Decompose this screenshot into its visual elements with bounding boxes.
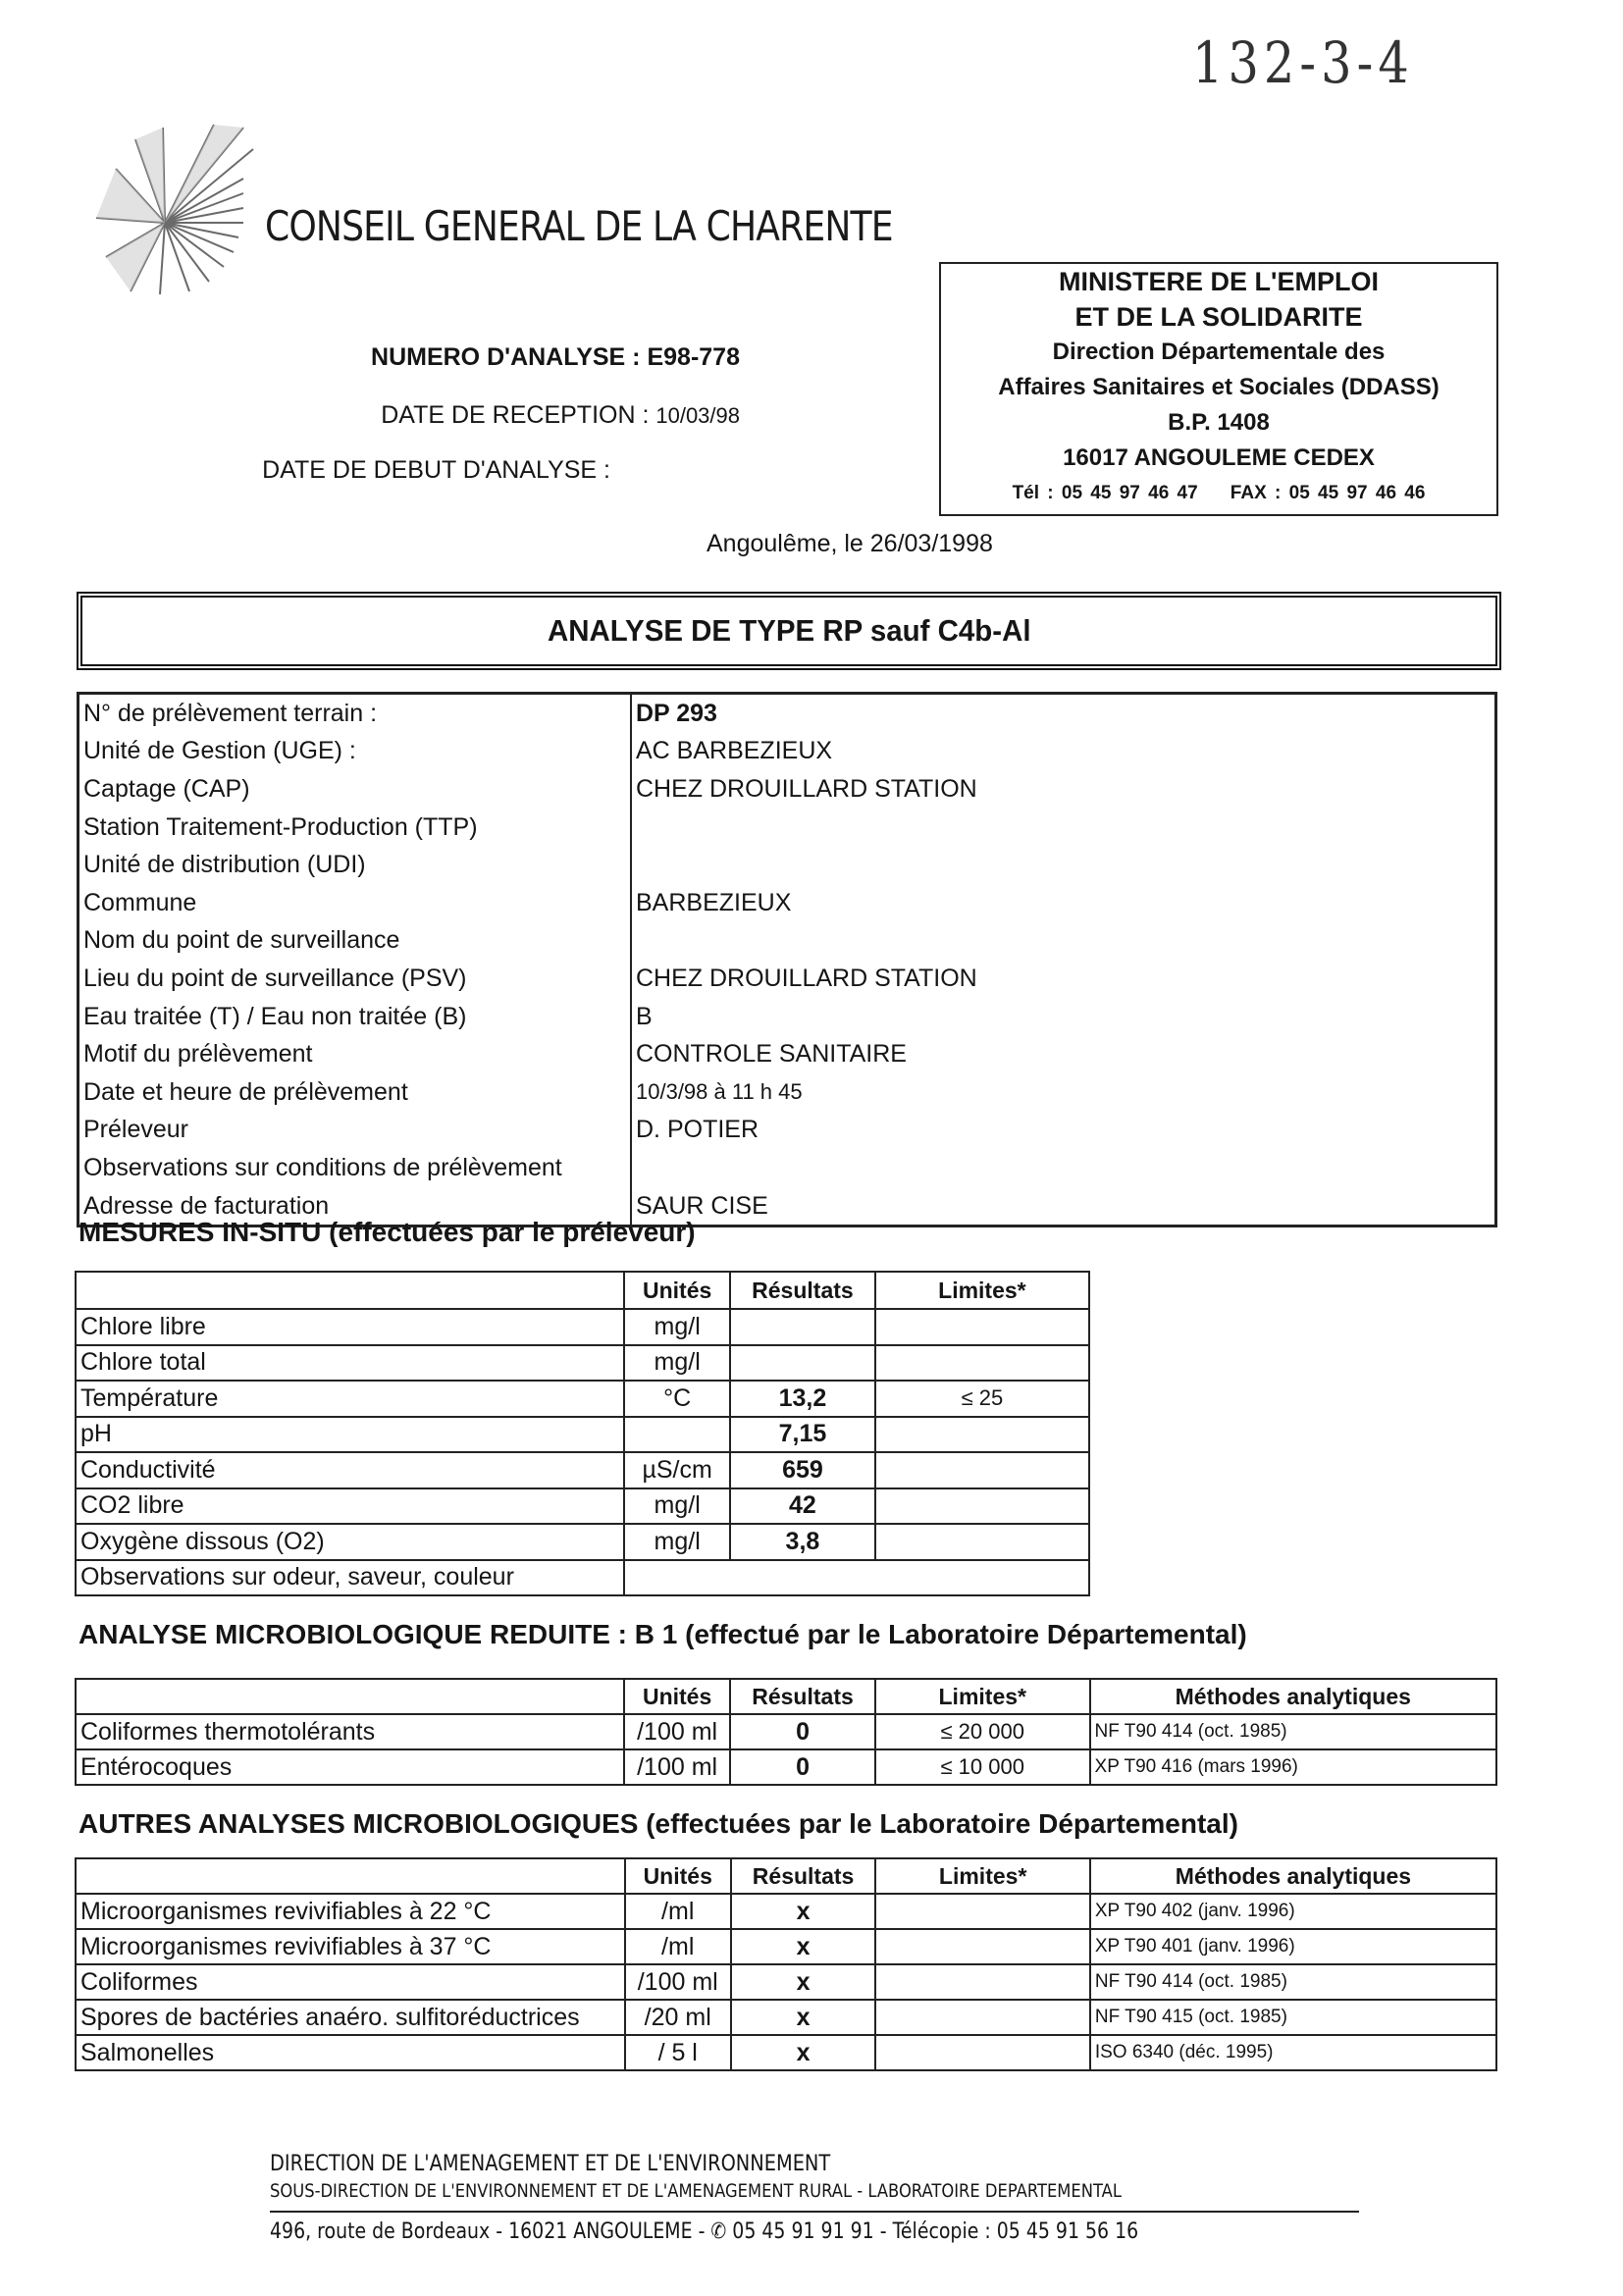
sample-info-label: N° de prélèvement terrain : [79,694,632,733]
micro-result: x [731,1894,876,1929]
in-situ-limit [875,1417,1089,1453]
sample-info-row [79,1112,1496,1150]
in-situ-table [75,1271,1090,1596]
in-situ-result: 13,2 [730,1381,875,1417]
micro-other-title-bold: AUTRES ANALYSES MICROBIOLOGIQUES [79,1808,639,1839]
analysis-number-value: E98-778 [647,343,740,371]
ministry-line-1: MINISTERE DE L'EMPLOI [1059,267,1379,296]
micro-limit [875,1894,1089,1929]
micro-reduced-title-rest: (effectué par le Laboratoire Départemental) [677,1619,1247,1649]
in-situ-param: Oxygène dissous (O2) [76,1524,624,1560]
micro-reduced-header-results: Résultats [730,1679,875,1714]
micro-other-section-title [79,1808,1238,1840]
in-situ-row [76,1381,1089,1417]
sample-info-value [631,922,1496,961]
sample-info-value: BARBEZIEUX [631,884,1496,922]
footer-sub-direction: SOUS-DIRECTION DE L'ENVIRONNEMENT ET DE L'AMENAGEMENT RURAL - LABORATOIRE DEPARTEMENTAL [270,2180,1122,2202]
ministry-line-6: 16017 ANGOULEME CEDEX [1063,444,1375,471]
sample-info-label: Nom du point de surveillance [79,922,632,961]
in-situ-unit: mg/l [624,1524,730,1560]
sample-info-label: Motif du prélèvement [79,1035,632,1073]
in-situ-header-units: Unités [624,1272,730,1309]
sample-info-row [79,846,1496,884]
analysis-number [371,343,740,372]
footer-divider [270,2211,1359,2213]
micro-unit: /100 ml [624,1714,730,1749]
in-situ-result: 7,15 [730,1417,875,1453]
micro-result: x [731,1929,876,1964]
footer-address: 496, route de Bordeaux - 16021 ANGOULEME - ✆ 05 45 91 91 91 - Télécopie : 05 45 91 56 16 [270,2219,1139,2244]
in-situ-unit: °C [624,1381,730,1417]
sample-info-label: Préleveur [79,1112,632,1150]
micro-limit [875,2035,1089,2070]
in-situ-param: Température [76,1381,624,1417]
micro-limit [875,1964,1089,2000]
analysis-start-date-label: DATE DE DEBUT D'ANALYSE : [262,456,610,484]
micro-limit [875,1929,1089,1964]
micro-other-header-param [76,1858,625,1894]
micro-reduced-row [76,1714,1496,1749]
micro-param: Coliformes [76,1964,625,2000]
micro-reduced-header-methods: Méthodes analytiques [1090,1679,1496,1714]
micro-unit: /100 ml [625,1964,731,2000]
in-situ-row [76,1345,1089,1382]
reception-date-value: 10/03/98 [655,403,740,428]
in-situ-limit: ≤ 25 [875,1381,1089,1417]
micro-unit: /20 ml [625,2000,731,2035]
micro-method: XP T90 416 (mars 1996) [1090,1749,1496,1785]
micro-param: Entérocoques [76,1749,624,1785]
footer-direction: DIRECTION DE L'AMENAGEMENT ET DE L'ENVIRONNEMENT [270,2152,831,2176]
in-situ-param: Chlore libre [76,1309,624,1345]
sample-info-label: Eau traitée (T) / Eau non traitée (B) [79,998,632,1036]
organization-title: CONSEIL GENERAL DE LA CHARENTE [265,202,893,250]
in-situ-limit [875,1452,1089,1488]
sample-info-label: Lieu du point de surveillance (PSV) [79,960,632,998]
sample-info-value: 10/3/98 à 11 h 45 [631,1073,1496,1112]
micro-unit: /ml [625,1894,731,1929]
reception-date-label: DATE DE RECEPTION : [381,401,650,429]
micro-limit: ≤ 20 000 [875,1714,1090,1749]
micro-param: Microorganismes revivifiables à 37 °C [76,1929,625,1964]
in-situ-limit [875,1524,1089,1560]
sample-info-label: Captage (CAP) [79,770,632,809]
in-situ-row [76,1452,1089,1488]
in-situ-param: Chlore total [76,1345,624,1382]
micro-param: Coliformes thermotolérants [76,1714,624,1749]
micro-method: XP T90 402 (janv. 1996) [1090,1894,1496,1929]
micro-other-row [76,2035,1496,2070]
sample-info-value: DP 293 [631,694,1496,733]
sample-info-value [631,809,1496,847]
reception-date [381,401,740,430]
micro-other-header-methods: Méthodes analytiques [1090,1858,1496,1894]
in-situ-row [76,1417,1089,1453]
ministry-line-3: Direction Départementale des [1052,339,1386,365]
ministry-address-box [939,262,1498,516]
in-situ-row [76,1309,1089,1345]
micro-result: x [731,1964,876,2000]
micro-reduced-header-limits: Limites* [875,1679,1090,1714]
sample-info-row [79,809,1496,847]
in-situ-param: pH [76,1417,624,1453]
sample-info-value: CHEZ DROUILLARD STATION [631,770,1496,809]
micro-param: Spores de bactéries anaéro. sulfitoréductrices [76,2000,625,2035]
micro-method: ISO 6340 (déc. 1995) [1090,2035,1496,2070]
place-date: Angoulême, le 26/03/1998 [707,530,993,557]
in-situ-observations-row [76,1560,1089,1596]
in-situ-header-param [76,1272,624,1309]
micro-other-row [76,2000,1496,2035]
ministry-contact: Tél : 05 45 97 46 47 FAX : 05 45 97 46 46 [1012,483,1426,503]
micro-method: NF T90 414 (oct. 1985) [1090,1964,1496,2000]
sample-info-row [79,1149,1496,1187]
in-situ-title-bold: MESURES IN-SITU [79,1217,322,1247]
micro-other-row [76,1964,1496,2000]
micro-other-table [75,1857,1497,2071]
micro-unit: /100 ml [624,1749,730,1785]
sample-info-value: CHEZ DROUILLARD STATION [631,960,1496,998]
sample-info-value [631,1149,1496,1187]
handwritten-reference: 132-3-4 [1192,29,1414,96]
micro-method: XP T90 401 (janv. 1996) [1090,1929,1496,1964]
micro-method: NF T90 414 (oct. 1985) [1090,1714,1496,1749]
in-situ-unit: mg/l [624,1488,730,1525]
micro-result: 0 [730,1714,875,1749]
in-situ-limit [875,1309,1089,1345]
micro-result: x [731,2000,876,2035]
analysis-start-date [262,456,610,485]
sample-info-label: Station Traitement-Production (TTP) [79,809,632,847]
sample-info-label: Unité de Gestion (UGE) : [79,733,632,771]
sample-info-label: Observations sur conditions de prélèvement [79,1149,632,1187]
micro-other-row [76,1894,1496,1929]
sample-info-value [631,846,1496,884]
sample-info-label: Commune [79,884,632,922]
analysis-type-box [77,592,1501,670]
in-situ-observations-value [624,1560,1089,1596]
ministry-line-4: Affaires Sanitaires et Sociales (DDASS) [998,374,1440,400]
micro-reduced-section-title [79,1619,1247,1650]
micro-reduced-table [75,1678,1497,1786]
in-situ-title-rest: (effectuées par le préleveur) [321,1217,696,1247]
micro-reduced-title-bold: ANALYSE MICROBIOLOGIQUE REDUITE : B 1 [79,1619,678,1649]
micro-other-title-rest: (effectuées par le Laboratoire Départemental) [638,1808,1238,1839]
sample-info-value: SAUR CISE [631,1187,1496,1226]
micro-reduced-header-units: Unités [624,1679,730,1714]
sample-info-value: B [631,998,1496,1036]
sample-info-row [79,770,1496,809]
in-situ-unit [624,1417,730,1453]
micro-method: NF T90 415 (oct. 1985) [1090,2000,1496,2035]
sample-info-label: Date et heure de prélèvement [79,1073,632,1112]
micro-limit [875,2000,1089,2035]
micro-other-header-limits: Limites* [875,1858,1089,1894]
micro-reduced-header-param [76,1679,624,1714]
micro-reduced-row [76,1749,1496,1785]
micro-unit: / 5 l [625,2035,731,2070]
in-situ-limit [875,1488,1089,1525]
sample-info-row [79,1073,1496,1112]
micro-result: x [731,2035,876,2070]
in-situ-param: CO2 libre [76,1488,624,1525]
in-situ-unit: µS/cm [624,1452,730,1488]
sample-info-table [77,692,1497,1227]
sample-info-row [79,884,1496,922]
in-situ-result [730,1345,875,1382]
in-situ-row [76,1524,1089,1560]
in-situ-unit: mg/l [624,1309,730,1345]
micro-param: Microorganismes revivifiables à 22 °C [76,1894,625,1929]
sample-info-value: AC BARBEZIEUX [631,733,1496,771]
micro-other-header-results: Résultats [731,1858,876,1894]
micro-result: 0 [730,1749,875,1785]
in-situ-limit [875,1345,1089,1382]
in-situ-section-title [79,1217,696,1248]
micro-other-row [76,1929,1496,1964]
in-situ-result: 659 [730,1452,875,1488]
micro-unit: /ml [625,1929,731,1964]
micro-other-header-units: Unités [625,1858,731,1894]
sample-info-row [79,1035,1496,1073]
sample-info-value: D. POTIER [631,1112,1496,1150]
sample-info-row [79,960,1496,998]
analysis-type-title: ANALYSE DE TYPE RP sauf C4b-Al [547,613,1031,648]
analysis-number-label: NUMERO D'ANALYSE : [371,343,641,371]
ministry-line-2: ET DE LA SOLIDARITE [1074,302,1363,332]
in-situ-header-results: Résultats [730,1272,875,1309]
in-situ-result: 42 [730,1488,875,1525]
sample-info-row [79,922,1496,961]
sample-info-value: CONTROLE SANITAIRE [631,1035,1496,1073]
in-situ-row [76,1488,1089,1525]
in-situ-result [730,1309,875,1345]
sample-info-row [79,733,1496,771]
in-situ-header-limits: Limites* [875,1272,1089,1309]
ministry-line-5: B.P. 1408 [1168,409,1270,436]
sample-info-label: Adresse de facturation [79,1187,632,1226]
in-situ-result: 3,8 [730,1524,875,1560]
in-situ-param: Conductivité [76,1452,624,1488]
sample-info-row [79,998,1496,1036]
micro-limit: ≤ 10 000 [875,1749,1090,1785]
micro-param: Salmonelles [76,2035,625,2070]
sample-info-row [79,694,1496,733]
sample-info-label: Unité de distribution (UDI) [79,846,632,884]
in-situ-observations-label: Observations sur odeur, saveur, couleur [76,1560,624,1596]
in-situ-unit: mg/l [624,1345,730,1382]
sunburst-logo-icon [96,120,263,296]
